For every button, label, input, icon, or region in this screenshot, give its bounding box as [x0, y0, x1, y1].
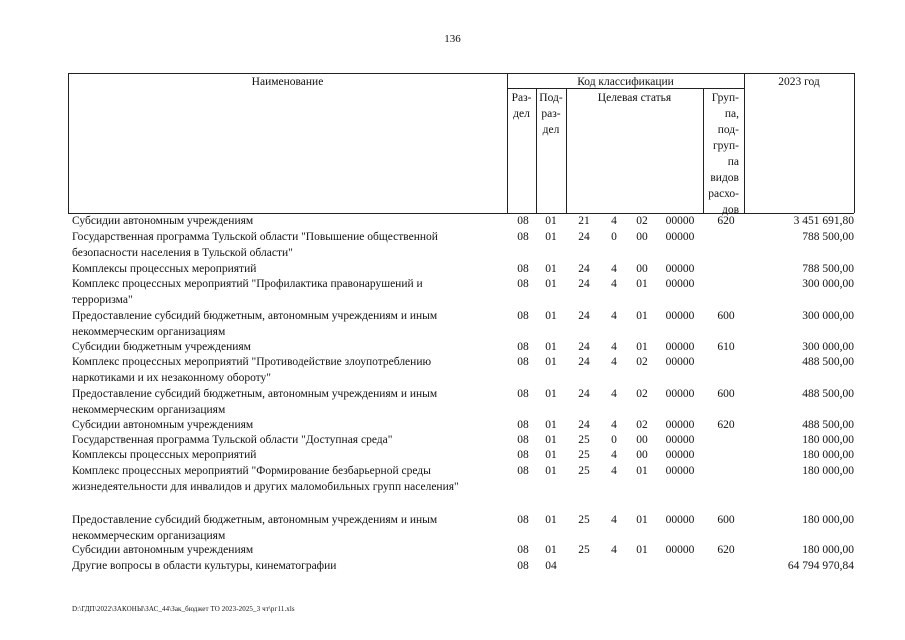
- header-gruppa: Груп- па, под- груп- па видов расхо- дов: [708, 92, 739, 216]
- header-name: Наименование: [251, 76, 324, 88]
- header-code: Код классификации: [577, 76, 674, 88]
- file-path-footer: D:\ГДП\2022\ЗАКОНЫ\ЗАС_44\Зак_бюджет ТО 2023-2025_3 чт\рг11.xls: [72, 605, 295, 613]
- page-number: 136: [444, 33, 461, 45]
- header-razdel: Раз- дел: [511, 92, 532, 120]
- header-tselevaya: Целевая статья: [597, 92, 672, 104]
- header-year: 2023 год: [778, 76, 820, 88]
- header-podrazdel: Под- раз- дел: [539, 92, 563, 136]
